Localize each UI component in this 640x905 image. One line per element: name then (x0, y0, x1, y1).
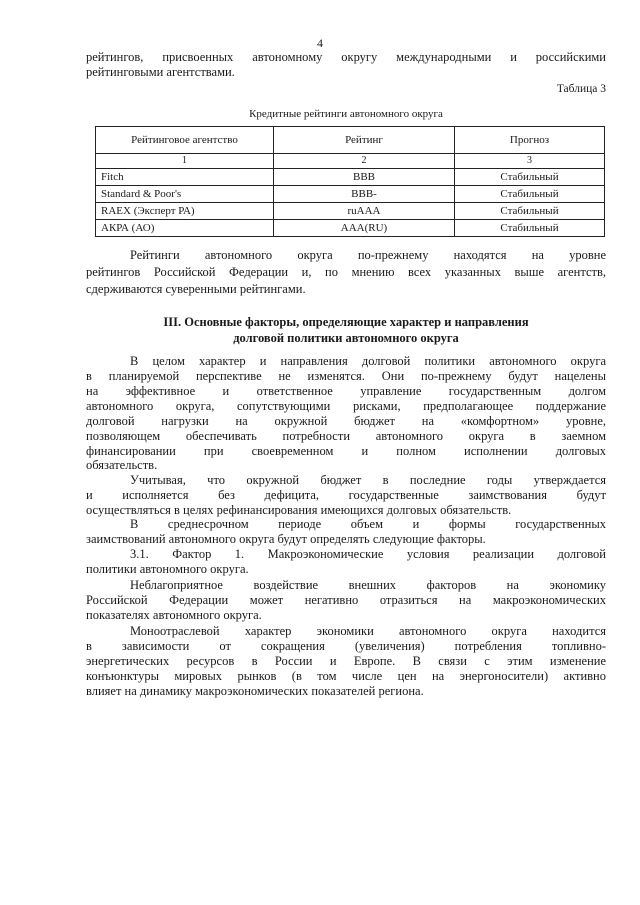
body-line: В среднесрочном периоде объем и формы государственных (130, 517, 606, 531)
table-row (96, 220, 605, 237)
table-header-row (96, 127, 605, 154)
body-line: автономного округа, сопутствующими рисками, предполагающее поддержание (86, 399, 606, 413)
body-line: В целом характер и направления долговой политики автономного округа (130, 354, 606, 368)
header-agency: Рейтинговое агентство (96, 127, 274, 154)
rating-cell: AAA(RU) (274, 220, 455, 237)
body-line: обязательств. (86, 458, 158, 472)
column-number-row (96, 154, 605, 169)
outlook-cell: Стабильный (455, 220, 605, 237)
outlook-cell: Стабильный (455, 186, 605, 203)
body-line: политики автономного округа. (86, 562, 249, 576)
table-row (96, 203, 605, 220)
header-outlook: Прогноз (455, 127, 605, 154)
header-rating: Рейтинг (274, 127, 455, 154)
body-line: в планируемой перспективе не изменятся. Они по-прежнему будут нацелены (86, 369, 606, 383)
intro-line: рейтинговыми агентствами. (86, 65, 235, 79)
body-line: на эффективное и ответственное управление государственным долгом (86, 384, 606, 398)
body-line: энергетических ресурсов в России и Европе. В связи с этим изменение (86, 654, 606, 668)
column-number: 2 (274, 154, 455, 169)
body-line: в зависимости от сокращения (увеличения) потребления топливно- (86, 639, 606, 653)
body-line: 3.1. Фактор 1. Макроэкономические условия реализации долговой (130, 547, 606, 561)
body-line: осуществляться в целях рефинансирования имеющихся долговых обязательств. (86, 503, 512, 517)
section-heading: долговой политики автономного округа (233, 331, 459, 345)
body-line: показателях автономного округа. (86, 608, 262, 622)
body-line: Рейтинги автономного округа по-прежнему находятся на уровне (130, 248, 606, 262)
column-number: 1 (96, 154, 274, 169)
rating-cell: BBB- (274, 186, 455, 203)
body-line: влияет на динамику макроэкономических показателей региона. (86, 684, 424, 698)
table-row (96, 169, 605, 186)
rating-cell: BBB (274, 169, 455, 186)
rating-cell: ruAAA (274, 203, 455, 220)
body-line: позволяющем обеспечивать потребности автономного округа в заемном (86, 429, 606, 443)
body-line: и исполняется без дефицита, государственные заимствования будут (86, 488, 606, 502)
body-line: конъюнктуры мировых рынков (в том числе цен на энергоносители) активно (86, 669, 606, 683)
intro-line: рейтингов, присвоенных автономному округу международными и российскими (86, 50, 606, 64)
body-line: Неблагоприятное воздействие внешних факторов на экономику (130, 578, 606, 592)
body-line: финансировании при своевременном и полном исполнении долговых (86, 444, 606, 458)
agency-cell: Fitch (96, 169, 274, 186)
ratings-table (95, 126, 605, 237)
body-line: сдерживаются суверенными рейтингами. (86, 282, 306, 296)
outlook-cell: Стабильный (455, 169, 605, 186)
table-label: Таблица 3 (556, 83, 606, 95)
agency-cell: АКРА (АО) (96, 220, 274, 237)
agency-cell: RAEX (Эксперт РА) (96, 203, 274, 220)
page-number: 4 (317, 36, 323, 50)
agency-cell: Standard & Poor's (96, 186, 274, 203)
outlook-cell: Стабильный (455, 203, 605, 220)
body-line: рейтингов Российской Федерации и, по мнению всех указанных выше агентств, (86, 265, 606, 279)
section-heading: III. Основные факторы, определяющие характер и направления (163, 315, 529, 329)
column-number: 3 (455, 154, 605, 169)
table-row (96, 186, 605, 203)
body-line: Моноотраслевой характер экономики автономного округа находится (130, 624, 606, 638)
body-line: долговой нагрузки на окружной бюджет на «комфортном» уровне, (86, 414, 606, 428)
body-line: заимствований автономного округа будут определять следующие факторы. (86, 532, 486, 546)
table-caption: Кредитные рейтинги автономного округа (249, 108, 443, 120)
body-line: Учитывая, что окружной бюджет в последние годы утверждается (130, 473, 606, 487)
body-line: Российской Федерации может негативно отразиться на макроэкономических (86, 593, 606, 607)
